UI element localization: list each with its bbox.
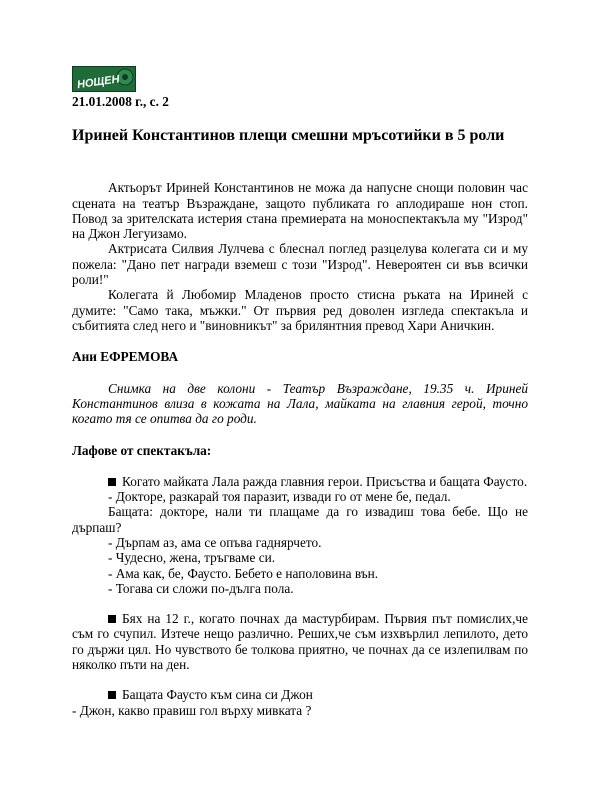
publication-date: 21.01.2008 г., с. 2 [72, 94, 169, 109]
quote-line: - Докторе, разкарай тоя паразит, извади го от мене бе, педал. [108, 489, 451, 505]
quote-line: - Чудесно, жена, тръгваме си. [108, 550, 276, 566]
quote-bullet-line [72, 687, 528, 702]
quote-block-3 [72, 687, 528, 718]
photo-caption: Снимка на две колони - Театър Възраждане, 19.35 ч. Ириней Константинов влиза в кожата на Лала, майката на главния герой, точно когато тя се опитва да го роди. [72, 380, 528, 427]
quote-text: Бях на 12 г., когато почнах да мастурбирам. Първия път помислих,че съм го счупил. Изтече нещо различно. Реших,че съм изхвърлил лепилото, дето го държи цял. Но чувството бе толкова приятно, че почнах да се излепилвам по няколко пъти на ден. [72, 611, 528, 673]
quote-line: - Ама как, бе, Фаусто. Бебето е наполовина вън. [108, 565, 379, 581]
square-bullet-icon [108, 615, 116, 623]
quote-line: - Тогава си сложи по-дълга пола. [108, 580, 294, 596]
quote-line: - Джон, какво правиш гол върху мивката ? [72, 702, 312, 718]
paragraph: Актрисата Силвия Лулчева с блеснал поглед разцелува колегата си и му пожела: "Дано пет награди вземеш с този "Изрод". Невероятен си във всички роли!" [72, 241, 528, 288]
section-title: Лафове от спектакъла: [72, 443, 212, 459]
logo-text: НОЩЕН [76, 73, 121, 92]
square-bullet-icon [108, 691, 116, 699]
quote-line: Бащата: докторе, нали ти плащаме да го извадиш това бебе. Що не дърпаш? [72, 504, 528, 535]
paragraph: Колегата й Любомир Младенов просто стисна ръката на Ириней с думите: "Само така, мъжки." От първия ред доволен изгледа спектакъла и събитията след него и "виновникът" за брилянтния превод Хари Аничкин. [72, 287, 528, 333]
headline: Ириней Константинов плещи смешни мръсотийки в 5 роли [72, 127, 505, 145]
quote-text: Бащата Фаусто към сина си Джон [122, 687, 313, 703]
author-byline: Ани ЕФРЕМОВА [72, 349, 179, 365]
quote-block-2 [72, 611, 528, 672]
quote-line: - Дърпам аз, ама се опъва гаднярчето. [108, 534, 322, 550]
quote-text: Когато майката Лала ражда главния герои. Присъства и бащата Фаусто. [122, 473, 528, 489]
paragraph: Актьорът Ириней Константинов не можа да напусне снощи половин час сцената на театър Възраждане, защото публиката го аплодираше нон стоп. Повод за зрителската истерия стана премиерата на моноспектакъла му "Изрод" на Джон Легуизамо. [72, 180, 528, 242]
square-bullet-icon [108, 478, 116, 486]
quote-bullet-line [72, 611, 528, 672]
quote-block-1 [72, 474, 528, 596]
lead-section [72, 180, 528, 333]
quote-bullet-line [72, 474, 528, 489]
article-page [72, 66, 528, 718]
newspaper-logo [72, 66, 136, 92]
